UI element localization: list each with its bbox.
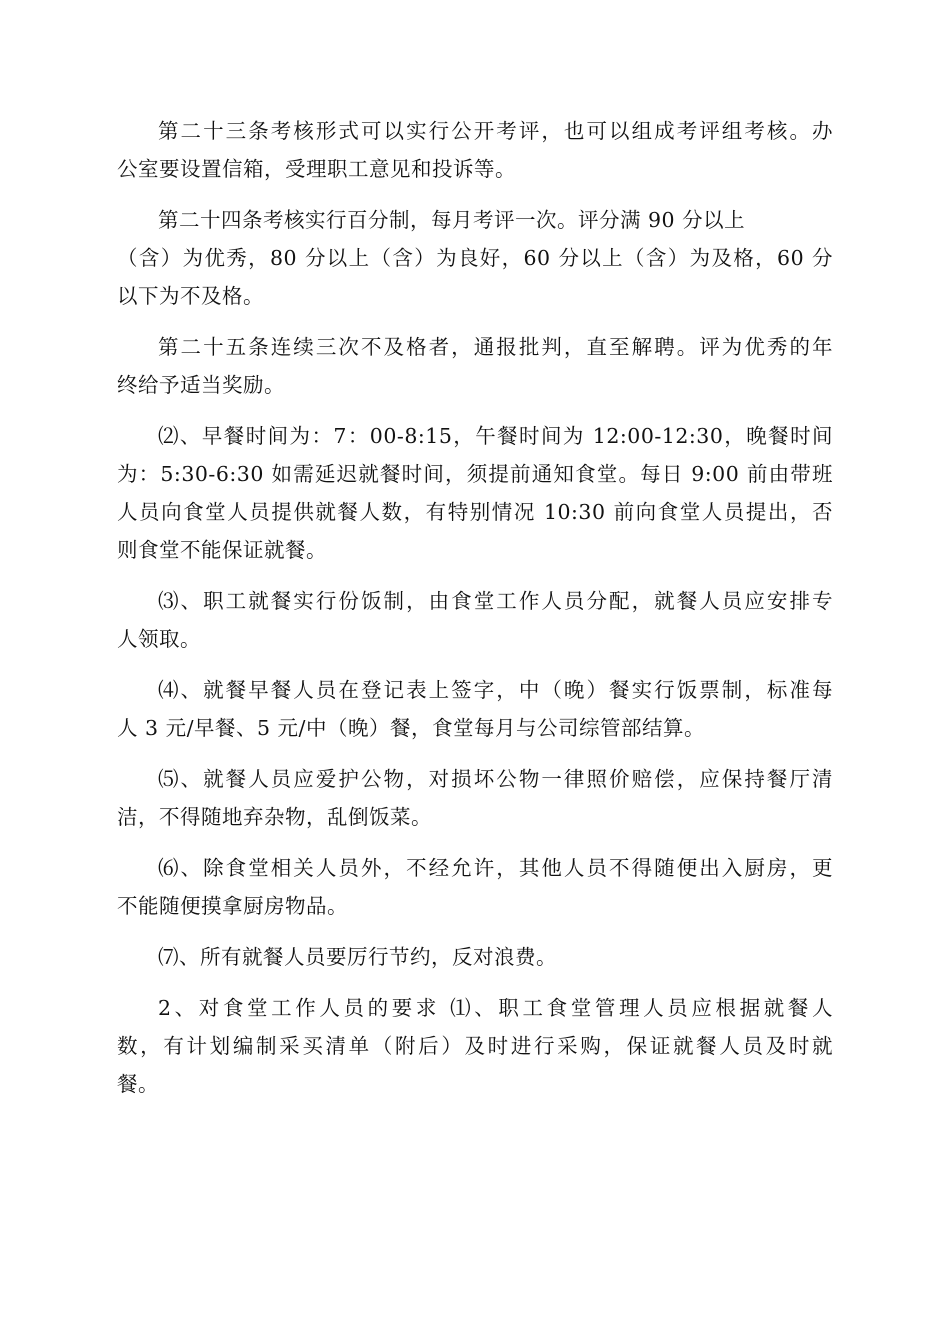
text-line: 餐。 [117,1072,159,1096]
text-line: 数，有计划编制采买清单（附后）及时进行采购，保证就餐人员及时就 [117,1034,833,1058]
text-line: 第二十五条连续三次不及格者，通报批判，直至解聘。评为优秀的年 [158,335,833,359]
text-line: ⑺、所有就餐人员要厉行节约，反对浪费。 [158,945,557,969]
text-line: 人员向食堂人员提供就餐人数，有特别情况 10:30 前向食堂人员提出，否 [117,500,833,524]
text-line: 人 3 元/早餐、5 元/中（晚）餐，食堂每月与公司综管部结算。 [117,716,705,740]
paragraph-item-2 [117,417,833,569]
text-line: 公室要设置信箱，受理职工意见和投诉等。 [117,157,516,181]
text-line: ⑸、就餐人员应爱护公物，对损坏公物一律照价赔偿，应保持餐厅清 [158,767,833,791]
paragraph-item-4 [117,671,833,747]
paragraph-section-2 [117,989,833,1103]
text-line: 洁，不得随地弃杂物，乱倒饭菜。 [117,805,432,829]
paragraph-article-25 [117,328,833,404]
paragraph-article-24 [117,201,833,315]
text-line: 为：5:30-6:30 如需延迟就餐时间，须提前通知食堂。每日 9:00 前由带班 [117,462,833,486]
text-line: 终给予适当奖励。 [117,373,285,397]
text-line: 不能随便摸拿厨房物品。 [117,894,348,918]
text-line: 人领取。 [117,627,201,651]
paragraph-item-6 [117,849,833,925]
text-line: 则食堂不能保证就餐。 [117,538,327,562]
text-line: ⑹、除食堂相关人员外，不经允许，其他人员不得随便出入厨房，更 [158,856,833,880]
text-line: 以下为不及格。 [117,284,264,308]
paragraph-item-5 [117,760,833,836]
text-line: 第二十三条考核形式可以实行公开考评，也可以组成考评组考核。办 [158,119,833,143]
text-line: 2、对食堂工作人员的要求 ⑴、职工食堂管理人员应根据就餐人 [158,996,833,1020]
paragraph-article-23 [117,112,833,188]
paragraph-item-7 [117,938,833,976]
text-line: ⑶、职工就餐实行份饭制，由食堂工作人员分配，就餐人员应安排专 [158,589,833,613]
text-line: ⑷、就餐早餐人员在登记表上签字，中（晚）餐实行饭票制，标准每 [158,678,833,702]
text-line: ⑵、早餐时间为：7：00-8:15，午餐时间为 12:00-12:30，晚餐时间 [158,424,833,448]
text-line: （含）为优秀，80 分以上（含）为良好，60 分以上（含）为及格，60 分 [117,246,833,270]
text-line: 第二十四条考核实行百分制，每月考评一次。评分满 90 分以上 [158,208,746,232]
document-body [117,112,833,1116]
paragraph-item-3 [117,582,833,658]
